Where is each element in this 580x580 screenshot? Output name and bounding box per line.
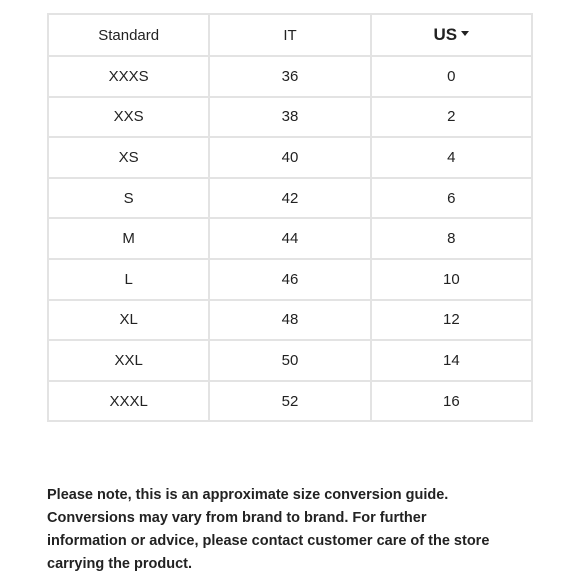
note-line: Conversions may vary from brand to brand. For further [47, 510, 427, 526]
cell-standard: XXS [48, 97, 209, 138]
cell-standard: M [48, 218, 209, 259]
cell-standard: L [48, 259, 209, 300]
table-header-row [48, 14, 532, 56]
note-line: information or advice, please contact customer care of the store [47, 533, 490, 549]
cell-it: 52 [209, 381, 370, 422]
cell-standard: XL [48, 300, 209, 341]
table-row [48, 56, 532, 97]
size-conversion-table [47, 13, 533, 422]
table-row [48, 137, 532, 178]
cell-it: 50 [209, 340, 370, 381]
cell-us: 8 [371, 218, 532, 259]
note-line: Please note, this is an approximate size conversion guide. [47, 487, 449, 503]
cell-us: 12 [371, 300, 532, 341]
cell-it: 48 [209, 300, 370, 341]
cell-standard: XS [48, 137, 209, 178]
cell-standard: XXL [48, 340, 209, 381]
table-row [48, 218, 532, 259]
cell-us: 10 [371, 259, 532, 300]
cell-it: 38 [209, 97, 370, 138]
table-row [48, 178, 532, 219]
cell-it: 42 [209, 178, 370, 219]
caret-down-icon [461, 31, 469, 36]
column-header-us-dropdown[interactable] [371, 14, 532, 56]
cell-us: 6 [371, 178, 532, 219]
cell-it: 36 [209, 56, 370, 97]
cell-standard: XXXS [48, 56, 209, 97]
cell-us: 2 [371, 97, 532, 138]
cell-it: 44 [209, 218, 370, 259]
note-line: carrying the product. [47, 556, 193, 572]
table-row [48, 97, 532, 138]
column-header-standard: Standard [48, 14, 209, 56]
cell-it: 40 [209, 137, 370, 178]
table-row [48, 340, 532, 381]
table-row [48, 300, 532, 341]
cell-it: 46 [209, 259, 370, 300]
table-row [48, 381, 532, 422]
cell-us: 4 [371, 137, 532, 178]
column-header-us-label: US [433, 25, 458, 44]
cell-standard: S [48, 178, 209, 219]
cell-us: 14 [371, 340, 532, 381]
table-row [48, 259, 532, 300]
column-header-it: IT [209, 14, 370, 56]
cell-standard: XXXL [48, 381, 209, 422]
cell-us: 16 [371, 381, 532, 422]
cell-us: 0 [371, 56, 532, 97]
size-guide-note [47, 484, 547, 576]
